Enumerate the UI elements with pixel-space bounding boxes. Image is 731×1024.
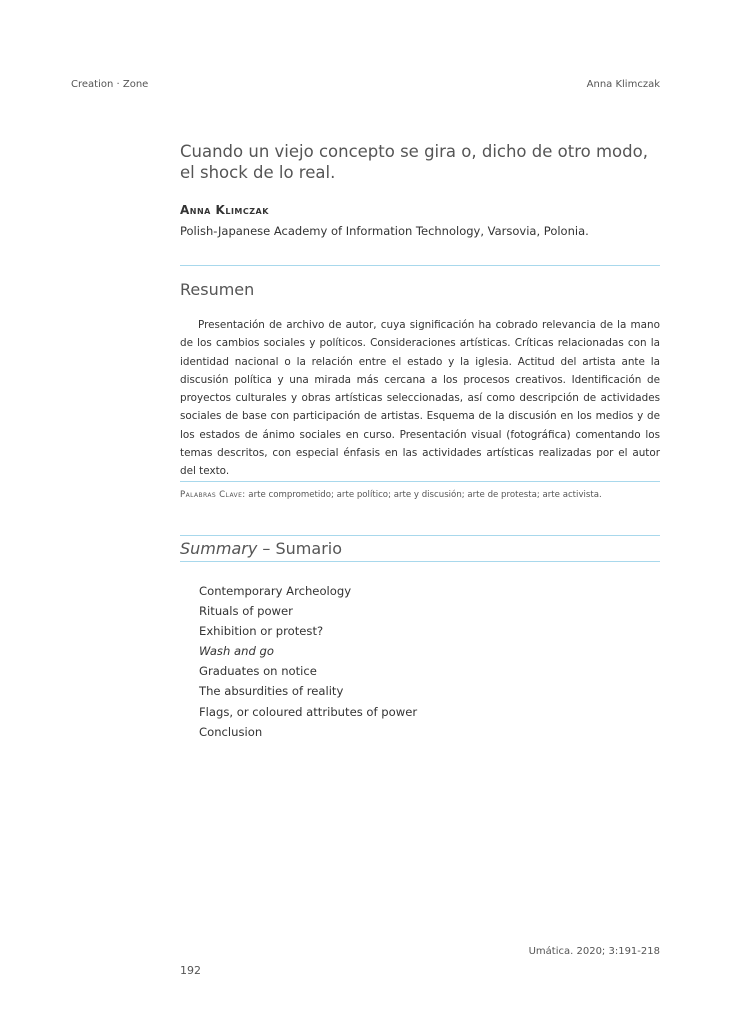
keywords-text: arte comprometido; arte político; arte y discusión; arte de protesta; arte activista. [248, 490, 602, 500]
journal-citation: Umática. 2020; 3:191-218 [528, 946, 660, 957]
summary-list [199, 581, 417, 742]
divider-rule [180, 561, 660, 562]
author-affiliation: Polish-Japanese Academy of Information Technology, Varsovia, Polonia. [180, 224, 589, 238]
article-title-line-2: el shock de lo real. [180, 163, 336, 182]
summary-item: Conclusion [199, 724, 263, 739]
summary-item: Graduates on notice [199, 664, 317, 679]
resumen-heading: Resumen [180, 280, 255, 299]
divider-rule [180, 535, 660, 536]
summary-heading [180, 539, 660, 558]
summary-heading-rest: – Sumario [257, 539, 342, 558]
summary-item: The absurdities of reality [199, 684, 344, 699]
author-name: Anna Klimczak [180, 203, 269, 217]
keywords-label: Palabras Clave: [180, 490, 246, 500]
summary-item: Contemporary Archeology [199, 584, 352, 598]
page-number: 192 [180, 964, 201, 977]
summary-item: Exhibition or protest? [199, 624, 324, 639]
running-header-right: Anna Klimczak [586, 79, 660, 90]
divider-rule [180, 265, 660, 266]
summary-heading-italic: Summary [180, 539, 258, 558]
article-title [180, 141, 660, 183]
abstract-text: Presentación de archivo de autor, cuya significación ha cobrado relevancia de la mano de los cambios sociales y políticos. Consideraciones artísticas. Críticas relacionadas con la identidad nacional o la relación entre el estado y la iglesia. Actitud del artista ante la discusión política y una mirada más cercana a los procesos creativos. Identificación de proyectos culturales y obras artísticas seleccionadas, así como descripción de actividades sociales de base con participación de artistas. Esquema de la discusión en los medios y de los estados de ánimo sociales en curso. Presentación visual (fotográfica) comentando los temas descritos, con especial énfasis en las actividades artísticas realizadas por el autor del texto. [180, 319, 660, 478]
summary-item: Rituals of power [199, 604, 293, 619]
running-header-left: Creation · Zone [71, 79, 149, 90]
summary-item: Flags, or coloured attributes of power [199, 704, 418, 719]
summary-item: Wash and go [199, 644, 274, 659]
article-title-line-1: Cuando un viejo concepto se gira o, dicho de otro modo, [180, 142, 648, 161]
keywords [180, 490, 660, 500]
divider-rule [180, 481, 660, 482]
